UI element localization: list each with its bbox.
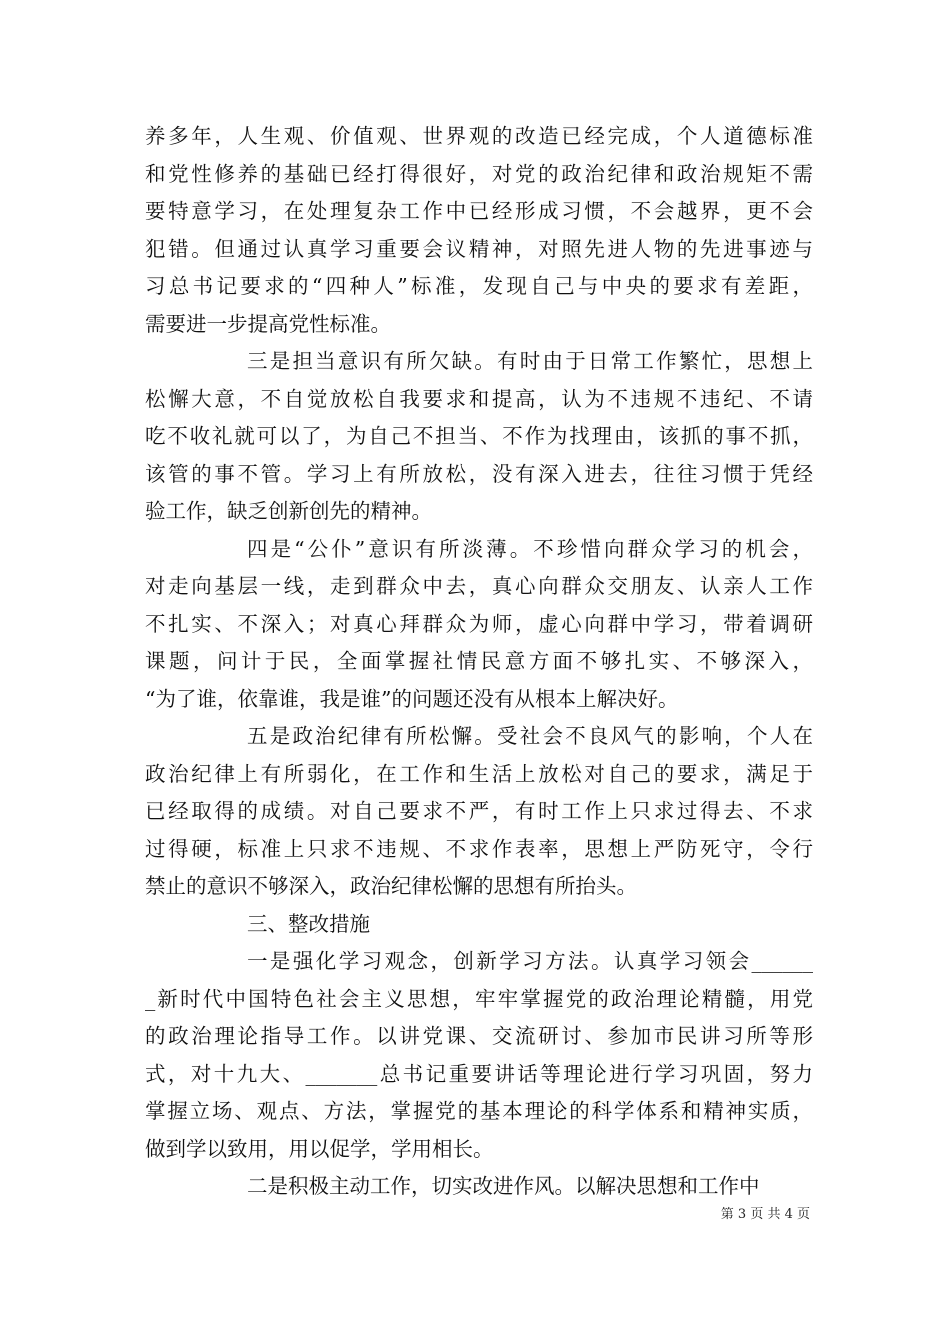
text-line: 做到学以致用，用以促学，学用相长。 [145,1136,494,1161]
text-line: 验工作，缺乏创新创先的精神。 [145,499,432,523]
paragraph-start-line: 五是政治纪律有所松懈。受社会不良风气的影响，个人在 [247,724,813,748]
text-line: 禁止的意识不够深入，政治纪律松懈的思想有所抬头。 [145,874,637,898]
text-line: 要特意学习，在处理复杂工作中已经形成习惯，不会越界，更不会 [145,199,813,223]
document-body [145,118,813,1206]
text-line: 的政治理论指导工作。以讲党课、交流研讨、参加市民讲习所等形 [145,1024,813,1048]
text-line: 和党性修养的基础已经打得很好，对党的政治纪律和政治规矩不需 [145,161,813,186]
text-line: 掌握立场、观点、方法，掌握党的基本理论的科学体系和精神实质， [145,1099,813,1123]
text-line: “为了谁，依靠谁，我是谁”的问题还没有从根本上解决好。 [145,686,679,711]
text-line: 犯错。但通过认真学习重要会议精神，对照先进人物的先进事迹与 [145,236,813,261]
text-line: 习总书记要求的“四种人”标准，发现自己与中央的要求有差距， [145,274,813,298]
text-line: 对走向基层一线，走到群众中去，真心向群众交朋友、认亲人工作 [145,574,813,598]
text-line: 课题，问计于民，全面掌握社情民意方面不够扎实、不够深入， [145,649,813,673]
text-line: 政治纪律上有所弱化，在工作和生活上放松对自己的要求，满足于 [145,761,813,786]
text-line: 过得硬，标准上只求不违规、不求作表率，思想上严防死守，令行 [145,836,813,861]
text-line: 养多年，人生观、价值观、世界观的改造已经完成，个人道德标准 [145,124,813,148]
paragraph-start-line: 三是担当意识有所欠缺。有时由于日常工作繁忙，思想上 [247,349,813,373]
page-number-footer: 第 3 页 共 4 页 [720,1207,810,1222]
section-heading: 三、整改措施 [247,911,370,936]
paragraph-start-line: 二是积极主动工作，切实改进作风。以解决思想和工作中 [247,1174,760,1198]
text-line: 需要进一步提高党性标准。 [145,311,391,336]
text-line: 吃不收礼就可以了，为自己不担当、不作为找理由，该抓的事不抓， [145,424,813,448]
text-line: 该管的事不管。学习上有所放松，没有深入进去，往往习惯于凭经 [145,461,813,486]
text-line: 式，对十九大、_______总书记重要讲话等理论进行学习巩固，努力 [145,1061,813,1086]
text-line: 不扎实、不深入；对真心拜群众为师，虚心向群中学习，带着调研 [145,611,813,636]
text-line: 松懈大意，不自觉放松自我要求和提高，认为不违规不违纪、不请 [145,386,813,411]
paragraph-start-line: 四是“公仆”意识有所淡薄。不珍惜向群众学习的机会， [247,536,813,561]
paragraph-start-line: 一是强化学习观念，创新学习方法。认真学习领会______ [247,949,813,973]
text-line: _新时代中国特色社会主义思想，牢牢掌握党的政治理论精髓，用党 [145,986,813,1011]
text-line: 已经取得的成绩。对自己要求不严，有时工作上只求过得去、不求 [145,799,813,823]
